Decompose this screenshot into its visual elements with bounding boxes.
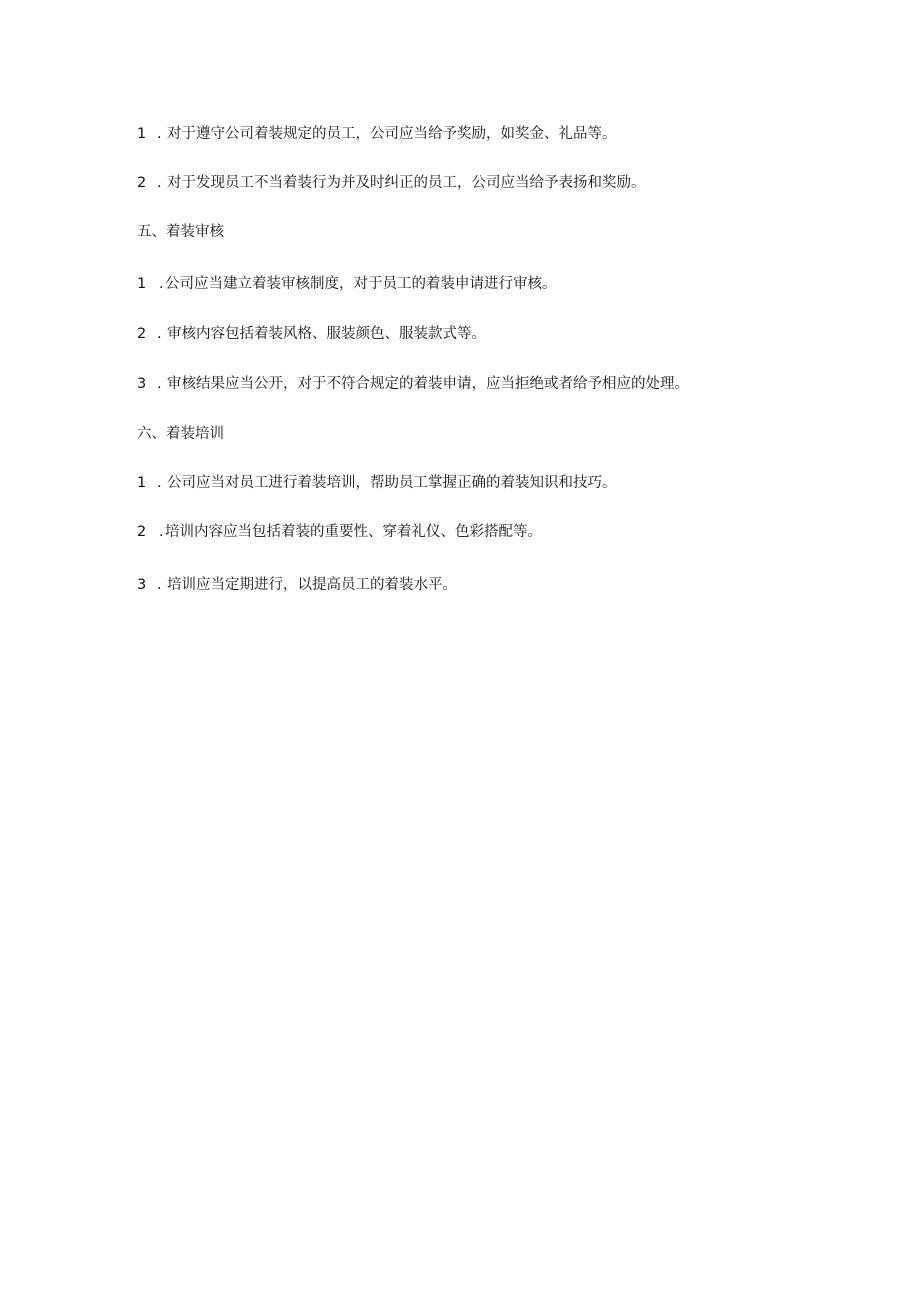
item-text: 对于遵守公司着装规定的员工，公司应当给予奖励，如奖金、礼品等。 [167,126,617,142]
item-separator: . [159,276,164,292]
item-separator: . [157,376,162,392]
list-item [137,575,457,595]
section-heading: 六、着装培训 [137,426,224,442]
list-item [137,324,486,344]
item-number: 1 [137,276,147,292]
item-number: 2 [137,326,147,342]
item-separator: . [157,475,162,491]
item-text: 公司应当对员工进行着装培训，帮助员工掌握正确的着装知识和技巧。 [167,475,617,491]
item-separator: . [157,126,162,142]
item-number: 1 [137,126,147,142]
item-number: 1 [137,475,147,491]
list-item [137,173,646,193]
section-heading: 五、着装审核 [137,224,224,240]
item-separator: . [157,326,162,342]
item-separator: . [157,175,162,191]
item-separator: . [159,524,164,540]
item-text: 审核结果应当公开，对于不符合规定的着装申请，应当拒绝或者给予相应的处理。 [167,376,689,392]
item-number: 3 [137,577,147,593]
item-separator: . [157,577,162,593]
item-text: 培训内容应当包括着装的重要性、穿着礼仪、色彩搭配等。 [165,524,542,540]
item-number: 2 [137,524,147,540]
list-item [137,473,617,493]
item-text: 培训应当定期进行，以提高员工的着装水平。 [167,577,457,593]
list-item [137,274,557,294]
list-item [137,124,617,144]
item-text: 对于发现员工不当着装行为并及时纠正的员工，公司应当给予表扬和奖励。 [167,175,646,191]
item-text: 审核内容包括着装风格、服装颜色、服装款式等。 [167,326,486,342]
item-number: 2 [137,175,147,191]
list-item [137,374,689,394]
list-item [137,522,542,542]
item-number: 3 [137,376,147,392]
item-text: 公司应当建立着装审核制度，对于员工的着装申请进行审核。 [165,276,557,292]
